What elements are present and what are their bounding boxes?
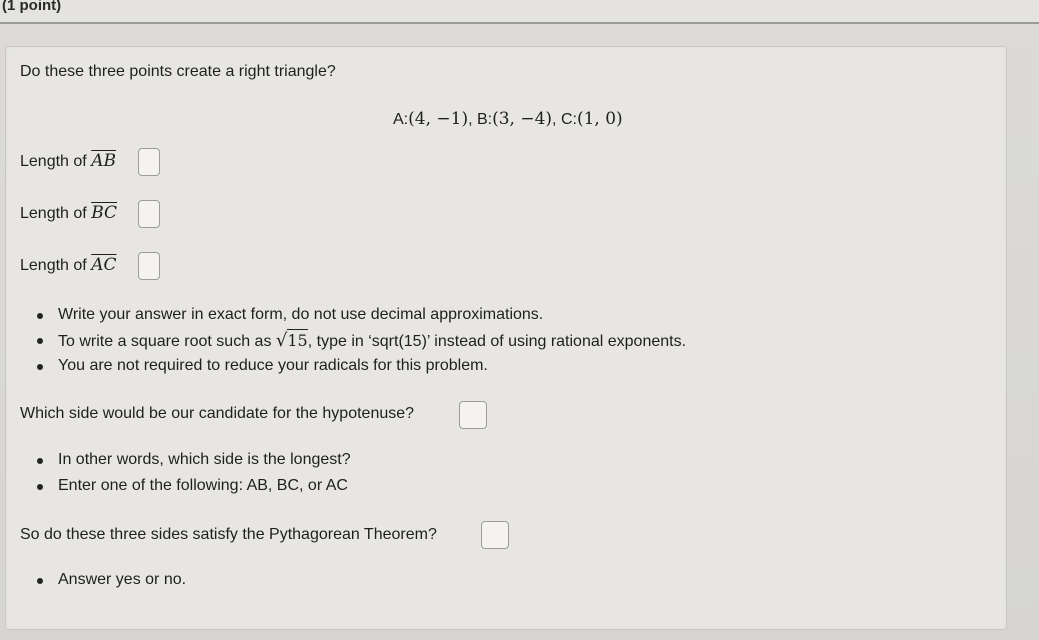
hypotenuse-hint: In other words, which side is the longest? [58,451,351,468]
pythagorean-hint: Answer yes or no. [58,571,187,588]
point-b-coords: (3, −4) [492,109,553,129]
hypotenuse-input[interactable] [459,401,487,429]
pythagorean-question: So do these three sides satisfy the Pythagorean Theorem? [20,526,437,543]
points-display: A:(4, −1), B:(3, −4), C:(1, 0) [393,109,623,129]
bullet-dot [37,364,43,370]
instruction-sqrt: To write a square root such as √15, type in ‘sqrt(15)’ instead of using rational exponents. [58,330,687,351]
point-a-label: A: [393,111,409,128]
bullet-dot [37,484,43,490]
instruction-exact-form: Write your answer in exact form, do not use decimal approximations. [58,306,544,323]
sqrt-radicand: 15 [287,331,308,350]
point-a-coords: (4, −1) [408,109,469,129]
hypotenuse-options: Enter one of the following: AB, BC, or AC [58,477,348,494]
bullet-dot [37,458,43,464]
point-b-label: B: [476,111,493,128]
instruction-no-reduce: You are not required to reduce your radicals for this problem. [58,357,488,374]
length-ab-label: Length of $\overline{AB}$ [20,151,116,171]
pythagorean-input[interactable] [481,521,509,549]
bullet-dot [37,578,43,584]
bullet-dot [37,338,43,344]
length-ac-label: Length of $\overline{AC}$ [20,255,117,275]
hypotenuse-question: Which side would be our candidate for the hypotenuse? [20,405,415,422]
segment-ab: $\overline{AB}$ [91,151,116,171]
segment-bc: $\overline{BC}$ [91,203,118,223]
question-panel [5,46,1007,630]
question-prompt: Do these three points create a right triangle? [20,63,336,80]
segment-ac: $\overline{AC}$ [91,255,117,275]
length-bc-input[interactable] [138,200,160,228]
point-c-coords: (1, 0) [576,109,623,129]
top-bar [0,0,1039,24]
length-ac-input[interactable] [138,252,160,280]
point-c-label: C: [560,111,577,128]
sqrt-symbol: √ [275,330,288,351]
length-ab-input[interactable] [138,148,160,176]
length-bc-label: Length of $\overline{BC}$ [20,203,118,223]
points-label: (1 point) [2,0,62,14]
bullet-dot [37,313,43,319]
